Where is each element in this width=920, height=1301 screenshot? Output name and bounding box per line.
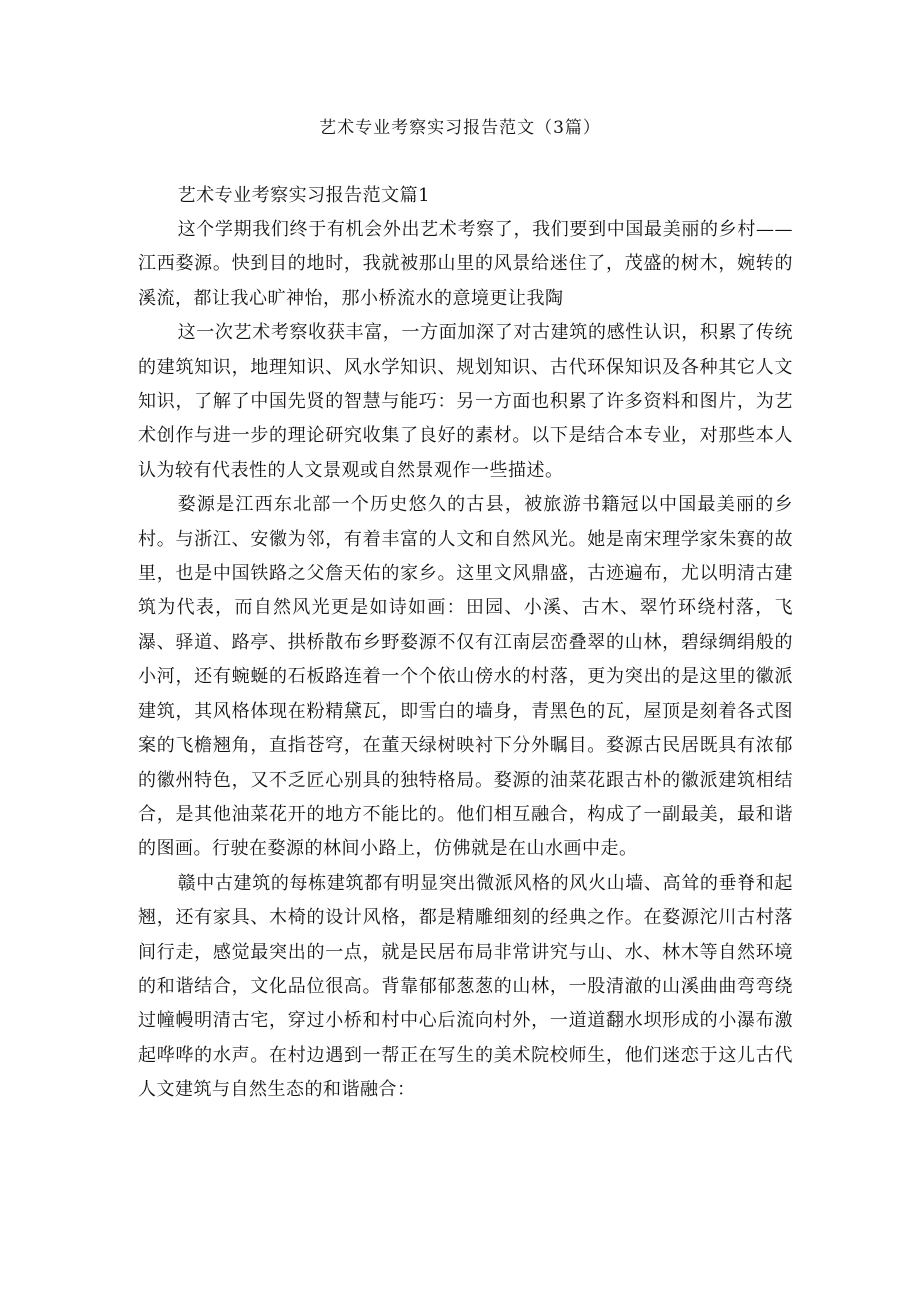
paragraph-1: 这个学期我们终于有机会外出艺术考察了，我们要到中国最美丽的乡村——江西婺源。快到目的地时，我就被那山里的风景给迷住了，茂盛的树木，婉转的溪流，都让我心旷神怡，那小桥流水的意境更让我陶 xyxy=(138,219,793,309)
paragraph-4: 赣中古建筑的每栋建筑都有明显突出微派风格的风火山墙、高耸的垂脊和起翘，还有家具、木椅的设计风格，都是精雕细刻的经典之作。在婺源沱川古村落间行走，感觉最突出的一点，就是民居布局非常讲究与山、水、林木等自然环境的和谐结合，文化品位很高。背靠郁郁葱葱的山林，一股清澈的山溪曲曲弯弯绕过幢幔明清古宅，穿过小桥和村中心后流向村外，一道道翻水坝形成的小瀑布激起哗哗的水声。在村边遇到一帮正在写生的美术院校师生，他们迷恋于这儿古代人文建筑与自然生态的和谐融合： xyxy=(138,872,793,1101)
document-body xyxy=(138,179,793,1108)
paragraph-2: 这一次艺术考察收获丰富，一方面加深了对古建筑的感性认识，积累了传统的建筑知识，地理知识、风水学知识、规划知识、古代环保知识及各种其它人文知识，了解了中国先贤的智慧与能巧：另一方面也积累了许多资料和图片，为艺术创作与进一步的理论研究收集了良好的素材。以下是结合本专业，对那些本人认为较有代表性的人文景观或自然景观作一些描述。 xyxy=(138,322,793,481)
section-heading: 艺术专业考察实习报告范文篇1 xyxy=(177,185,431,206)
paragraph-3: 婺源是江西东北部一个历史悠久的古县，被旅游书籍冠以中国最美丽的乡村。与浙江、安徽为邻，有着丰富的人文和自然风光。她是南宋理学家朱赛的故里，也是中国铁路之父詹天佑的家乡。这里文风鼎盛，古迹遍布，尤以明清古建筑为代表，而自然风光更是如诗如画：田园、小溪、古木、翠竹环绕村落，飞瀑、驿道、路亭、拱桥散布乡野婺源不仅有江南层峦叠翠的山林，碧绿绸绢般的小河，还有蜿蜒的石板路连着一个个依山傍水的村落，更为突出的是这里的徽派建筑，其风格体现在粉精黛瓦，即雪白的墙身，青黑色的瓦，屋顶是刻着各式图案的飞檐翘角，直指苍穹，在董天绿树映衬下分外瞩目。婺源古民居既具有浓郁的徽州特色，又不乏匠心别具的独特格局。婺源的油菜花跟古朴的徽派建筑相结合，是其他油菜花开的地方不能比的。他们相互融合，构成了一副最美，最和谐的图画。行驶在婺源的林间小路上，仿佛就是在山水画中走。 xyxy=(138,494,793,860)
document-title: 艺术专业考察实习报告范文（3篇） xyxy=(319,118,601,138)
